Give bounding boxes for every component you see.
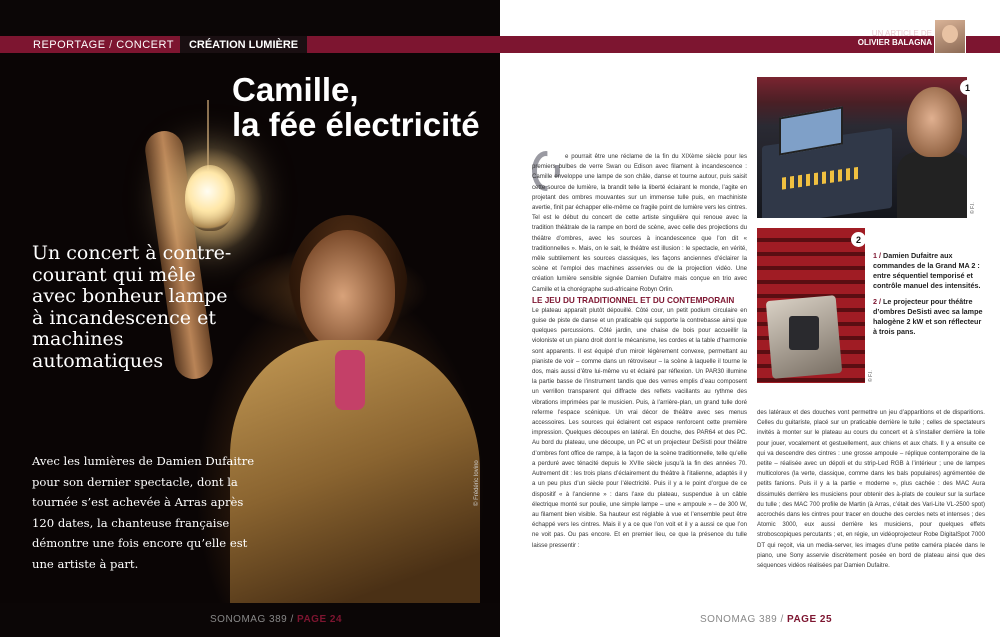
caption-2-number: 2 / <box>873 297 883 306</box>
caption-1 <box>873 251 985 291</box>
folio-right-prefix: SONOMAG 389 / <box>700 614 788 625</box>
folio-left <box>210 614 342 625</box>
caption-2 <box>873 297 985 337</box>
figure-1-badge: 1 <box>960 80 975 95</box>
bulb-cord <box>207 100 209 170</box>
section-name: REPORTAGE <box>33 38 106 51</box>
section-subname: CONCERT <box>116 38 174 51</box>
headline-line-2: la fée électricité <box>232 106 480 143</box>
caption-1-text: Damien Dufaitre aux commandes de la Grand MA 2 : entre séquentiel temporisé et contrôle manuel des intensités. <box>873 251 981 290</box>
caption-1-number: 1 / <box>873 251 883 260</box>
figure-1-photo <box>757 77 967 218</box>
author-label: UN ARTICLE DE <box>871 29 932 38</box>
section-separator: / <box>109 38 117 51</box>
folio-left-page: PAGE 24 <box>297 614 343 625</box>
article-column-2 <box>757 408 985 571</box>
figure-2-badge: 2 <box>851 232 866 247</box>
section-label <box>0 39 174 51</box>
folio-right-page: PAGE 25 <box>787 614 833 625</box>
operator-head <box>907 87 962 157</box>
body-paragraph-2: des latéraux et des douches vont permettre un jeu d’apparitions et de disparitions. Celles du guitariste, placé sur un praticable derrière le tulle ; celles de spectateurs invités à monter sur le plateau au cours du concert et à s’installer derrière la toile pour jouer, vocalement et gestuellement, aux chiens et aux chats. Il y a ensuite ce qui va descendre des cintres : une grosse ampoule – réplique contemporaine de la petite – réalisée avec un dépoli et du strip-Led RGB à l’intérieur ; une de lampes multicolores (la verte, classique, comme dans les bals populaires) agrémentée de petits fanions. Puis il y a la partie « moderne », plus cachée : des MAC Aura dissimulés derrière les musiciens pour obtenir des à-plats de couleur sur la surface du tulle ; des MAC 700 profile de Martin (à Arras, c’était des Vari-Lite VL-2500 spot) accrochés dans les cintres pour tracer en douche des cercles nets et intenses ; des Atomic 3000, eux aussi derrière les musiciens, pour quelques effets stroboscopiques percutants ; et, en régie, un vidéoprojecteur Robe DigitalSpot 7000 DT qui reçoit, via un media-server, les images d’une petite caméra placée dans le piano, une Sony asservie discrètement posée en bord de plateau ainsi que des séquences vidéos réalisées par Damien Dufaitre. <box>757 409 985 570</box>
rubric-label: CRÉATION LUMIÈRE <box>180 36 307 53</box>
headline <box>232 72 480 142</box>
figure-captions <box>873 251 985 343</box>
photo-credit: © Frédéric Iovino <box>474 460 480 506</box>
intro-text: Avec les lumières de Damien Dufaitre pour son dernier spectacle, dont la tournée s’est achevée à Arras après 120 dates, la chanteuse française démontre une fois encore qu’elle est une artiste à part. <box>32 454 255 571</box>
caption-2-text: Le projecteur pour théâtre d’ombres DeSisti avec sa lampe halogène 2 kW et son réflecteur à trois pans. <box>873 297 983 336</box>
lead-paragraph: e pourrait être une réclame de la fin du XIXème siècle pour les premiers bulbes de verre Swan ou Edison avec filament à incandescence : Camille enveloppe une lampe de son châle, danse et tourne autour, puis saisit cette source de lumière, la brandit telle la liberté éclairant le monde, l’agite en projetant des ombres mouvantes sur un immense tulle puis, en machiniste avertie, finit par échapper elle-même ce fragile point de lumière vers les cintres. Tel est le début du concert de cette artiste singulière qui renoue avec la tradition théâtrale de la rampe en bord de scène, avec celle des projections du théâtre d’ombres, avec les sources à incandescence que l’on dit « traditionnelles ». Mais, on le sait, le théâtre est illusion : le spectacle, en vérité, mêle subtilement les sources classiques, les façons anciennes d’éclairer la scène et l’emploi des machines asservies ou de la projection vidéo. Une création lumière sensible signée Damien Dufaitre mais conçue en trio avec Camille et la chorégraphe sud-africaine Robyn Orlin. <box>532 153 747 293</box>
projector-lens <box>789 316 819 350</box>
section-header-bar <box>0 36 500 53</box>
subhead: LE JEU DU TRADITIONNEL ET DU CONTEMPORAIN <box>532 295 735 305</box>
headline-line-1: Camille, <box>232 71 359 108</box>
figure-1-credit: © F.I. <box>970 202 976 214</box>
light-bulb-icon <box>185 165 235 231</box>
author-avatar <box>934 19 966 54</box>
figure-2-photo <box>757 228 865 383</box>
folio-right <box>700 614 832 625</box>
figure-2-credit: © F.I. <box>868 370 874 382</box>
author-name: OLIVIER BALAGNA <box>857 38 932 47</box>
folio-left-prefix: SONOMAG 389 / <box>210 614 298 625</box>
article-column-1 <box>532 152 747 551</box>
author-byline <box>858 29 932 47</box>
photo-singer-head <box>300 230 395 350</box>
deck-text: Un concert à contre-courant qui mêle avec bonheur lampe à incandescence et machines automatiques <box>32 242 232 372</box>
operator-body <box>897 152 967 218</box>
body-paragraph-1: Le plateau apparaît plutôt dépouillé. Côté cour, un petit podium circulaire en guise de piste de danse et un praticable qui supporte la contrebasse ainsi que quelques percussions. Côté jardin, une chaise de bois pour accueillir la violoniste et un piano droit dont le mécanisme, les cordes et la table d’harmonie sont apparents. Il est équipé d’un miroir légèrement convexe, permettant au pianiste de voir – comme dans un rétroviseur – la scène à laquelle il tourne le dos, mais aussi d’être lui-même vu et éclairé par réflexion. Un PAR30 illumine la partie basse de l’instrument tandis que des verres emplis d’eau composent un verrillon transparent qui diffracte des reflets vacillants au rythme des vibrations imprimées par le musicien. Puis, à l’arrière-plan, un grand tulle doré referme l’espace scénique. Un vrai décor de théâtre avec ses menus accessoires. Les sources qui éclairent cet espace renforcent cette première impression. Quelques découpes en latéral. En douche, des PAR64 et des PC. Au bord du plateau, une découpe, un PC et un projecteur DeSisti pour théâtre d’ombres font office de rampe, à la façon de la scène traditionnelle, telle qu’elle a perduré avec ténacité depuis le XVIIe siècle jusqu’à la fin des années 70. Autrement dit : les trois plans d’éclairement du théâtre à l’italienne, adaptés il y a un peu plus d’un siècle pour l’électricité. Puis il y a le point d’orgue de ce dispositif « à l’ancienne » : dans l’axe du plateau, suspendue à un câble électrique monté sur poulie, une simple lampe – une « ampoule » – de 300 W, au filament bien visible. Sa hauteur est réglable à vue et l’ensemble peut être échappé vers les cintres. Mais il y a ce que l’on voit et il y a aussi ce que l’on ne voit pas. Ou pas encore. Et en premier lieu, ce que la présence du tulle laisse pressentir : <box>532 306 747 549</box>
photo-neckline <box>335 350 365 410</box>
